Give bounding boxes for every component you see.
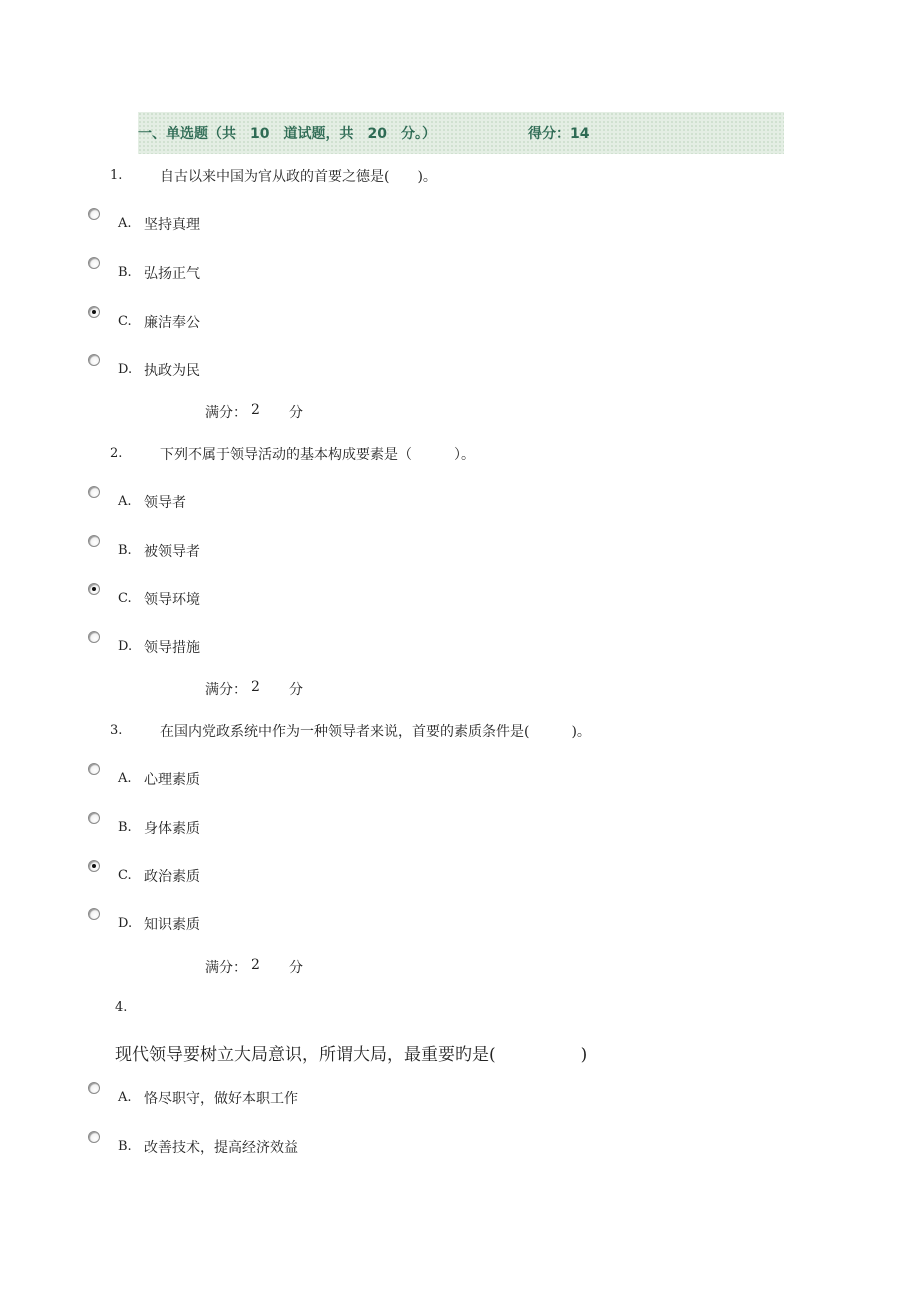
option-text: 领导措施 [144, 640, 200, 656]
option-text: 恪尽职守，做好本职工作 [144, 1091, 298, 1107]
option-text: 知识素质 [144, 917, 200, 933]
option-letter: A. [118, 216, 132, 231]
option-text: 政治素质 [144, 869, 200, 885]
option-letter: B. [118, 265, 132, 280]
option-text: 弘扬正气 [144, 266, 200, 282]
option-letter: A. [118, 1090, 132, 1105]
full-score-value: 2 [251, 957, 260, 973]
option-c[interactable] [88, 583, 488, 623]
option-text: 身体素质 [144, 821, 200, 837]
option-c[interactable] [88, 860, 488, 900]
option-letter: D. [118, 362, 133, 377]
question-text: 自古以来中国为官从政的首要之德是( )。 [160, 169, 437, 185]
option-text: 改善技术，提高经济效益 [144, 1140, 298, 1156]
radio-button[interactable] [88, 812, 100, 824]
question-number: 3. [110, 723, 123, 738]
option-letter: A. [118, 494, 132, 509]
radio-button[interactable] [88, 257, 100, 269]
option-c[interactable] [88, 306, 488, 346]
option-text: 被领导者 [144, 544, 200, 560]
radio-button[interactable] [88, 583, 100, 595]
option-b[interactable] [88, 535, 488, 575]
radio-button[interactable] [88, 354, 100, 366]
radio-button[interactable] [88, 631, 100, 643]
question-text: 现代领导要树立大局意识，所谓大局，最重要旳是( ) [115, 1045, 588, 1065]
full-score-value: 2 [251, 402, 260, 418]
option-a[interactable] [88, 763, 488, 803]
full-score-unit: 分 [289, 960, 303, 976]
radio-button[interactable] [88, 535, 100, 547]
radio-button[interactable] [88, 1082, 100, 1094]
question-number: 2. [110, 446, 123, 461]
option-a[interactable] [88, 208, 488, 248]
option-letter: B. [118, 1139, 132, 1154]
question-text: 在国内党政系统中作为一种领导者来说，首要的素质条件是( )。 [160, 724, 591, 740]
section-score: 得分：14 [528, 126, 590, 142]
option-letter: D. [118, 916, 133, 931]
full-score-label: 满分： [205, 960, 247, 976]
question-number: 4. [115, 1000, 128, 1015]
section-title: 一、单选题（共 10 道试题，共 20 分。） [138, 126, 436, 142]
option-text: 廉洁奉公 [144, 315, 200, 331]
option-text: 领导者 [144, 495, 186, 511]
option-text: 领导环境 [144, 592, 200, 608]
option-letter: D. [118, 639, 133, 654]
question-number: 1. [110, 168, 123, 183]
option-b[interactable] [88, 812, 488, 852]
section-header [138, 112, 784, 154]
full-score-unit: 分 [289, 405, 303, 421]
option-b[interactable] [88, 257, 488, 297]
option-letter: C. [118, 868, 132, 883]
radio-button[interactable] [88, 208, 100, 220]
option-d[interactable] [88, 631, 488, 671]
radio-button[interactable] [88, 763, 100, 775]
radio-button[interactable] [88, 860, 100, 872]
option-text: 坚持真理 [144, 217, 200, 233]
option-letter: B. [118, 820, 132, 835]
full-score-label: 满分： [205, 682, 247, 698]
radio-button[interactable] [88, 908, 100, 920]
option-b[interactable] [88, 1131, 488, 1171]
full-score-unit: 分 [289, 682, 303, 698]
full-score-label: 满分： [205, 405, 247, 421]
option-d[interactable] [88, 354, 488, 394]
radio-button[interactable] [88, 486, 100, 498]
option-text: 执政为民 [144, 363, 200, 379]
option-letter: B. [118, 543, 132, 558]
option-a[interactable] [88, 1082, 488, 1122]
option-letter: A. [118, 771, 132, 786]
radio-button[interactable] [88, 1131, 100, 1143]
option-a[interactable] [88, 486, 488, 526]
question-text: 下列不属于领导活动的基本构成要素是（ ）。 [160, 447, 475, 463]
radio-button[interactable] [88, 306, 100, 318]
option-letter: C. [118, 314, 132, 329]
option-letter: C. [118, 591, 132, 606]
option-text: 心理素质 [144, 772, 200, 788]
option-d[interactable] [88, 908, 488, 948]
full-score-value: 2 [251, 679, 260, 695]
